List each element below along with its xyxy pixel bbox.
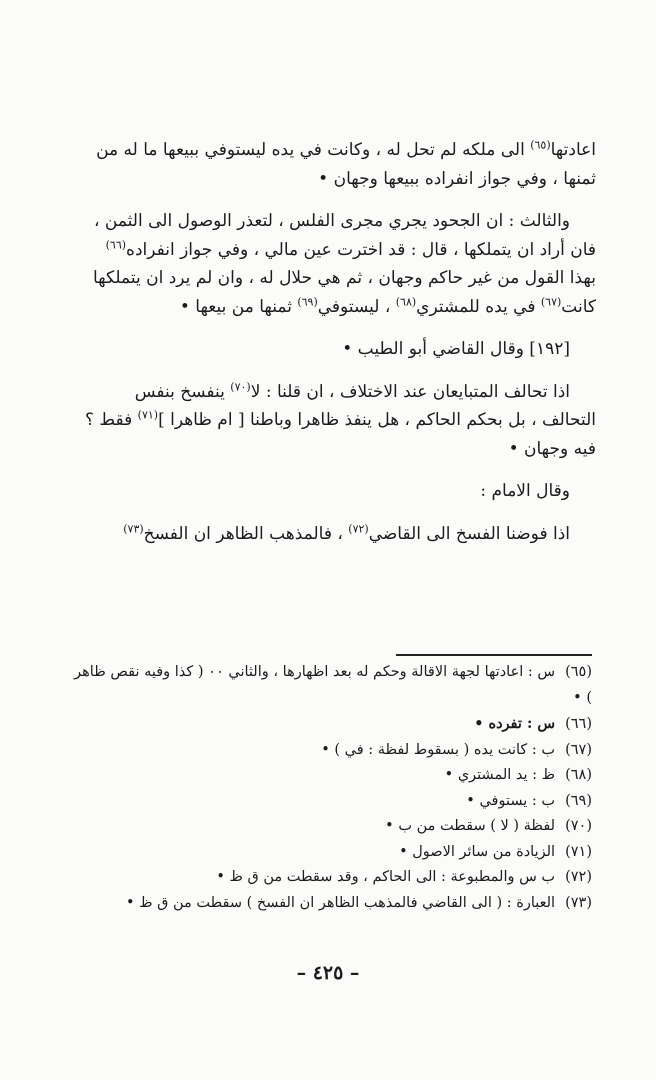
footnote-text: العبارة : ( الى القاضي فالمذهب الظاهر ان الفسخ ) سقطت من ق ظ •: [125, 894, 556, 911]
footnote-text: الزيادة من سائر الاصول •: [399, 843, 556, 860]
footnote-ref-67[interactable]: (٦٧): [540, 294, 562, 308]
footnote-divider: [396, 654, 592, 656]
footnote-number: (٦٦): [565, 716, 592, 732]
section-heading: [١٩٢] وقال القاضي أبو الطيب •: [342, 339, 570, 359]
text-span: في يده للمشتري: [416, 296, 536, 317]
paragraph-4: [76, 378, 596, 464]
text-span: اذا تحالف المتبايعان عند الاختلاف ، ان قلنا : لا: [250, 381, 570, 402]
footnote-67: [72, 738, 592, 764]
footnote-number: (٧١): [565, 843, 592, 860]
text-span: ، ليستوفي: [317, 296, 391, 317]
footnote-number: (٦٥): [565, 664, 592, 680]
text-span: اذا فوضنا الفسخ الى القاضي: [368, 523, 570, 544]
paragraph-6: [76, 520, 596, 549]
footnote-text: ب س والمطبوعة : الى الحاكم ، وقد سقطت من ق ظ •: [216, 869, 556, 885]
footnote-71: [72, 840, 592, 866]
footnote-ref-68[interactable]: (٦٨): [395, 294, 417, 308]
footnote-69: [72, 789, 592, 815]
footnote-ref-65[interactable]: (٦٥): [530, 138, 551, 152]
footnote-ref-71[interactable]: (٧١): [137, 408, 159, 422]
footnote-text: ب : كانت يده ( بسقوط لفظة : في ) •: [321, 741, 556, 758]
text-span: اعادتها: [550, 140, 596, 160]
footnote-ref-73[interactable]: (٧٣): [123, 521, 144, 535]
paragraph-1: [76, 136, 596, 193]
footnote-number: (٧٠): [565, 818, 592, 834]
footnote-number: (٦٨): [565, 767, 592, 783]
footnote-ref-69[interactable]: (٦٩): [297, 294, 318, 308]
text-span: ينفسخ بنفس التحالف ، بل بحكم الحاكم ، هل ينفذ ظاهرا وباطنا [ ام ظاهرا ]: [134, 381, 596, 430]
paragraph-5: [76, 477, 596, 506]
text-span: ثمنها من بيعها •: [179, 296, 292, 317]
footnote-text: س : اعادتها لجهة الاقالة وحكم له بعد اظهارها ، والثاني ٠٠ ( كذا وفيه نقص ظاهر ) •: [74, 664, 592, 706]
footnote-number: (٦٩): [565, 792, 592, 809]
footnote-number: (٧٢): [565, 869, 592, 885]
footnote-text: ب : يستوفي •: [466, 792, 556, 809]
footnote-65: [72, 660, 592, 711]
footnote-73: [72, 891, 592, 917]
footnote-text: س : تفرده •: [474, 715, 556, 732]
footnotes: [72, 660, 592, 916]
main-text: [76, 136, 596, 562]
footnote-text: لفظة ( لا ) سقطت من ب •: [385, 818, 556, 834]
footnote-number: (٧٣): [565, 894, 592, 911]
paragraph-2: [76, 207, 596, 321]
footnote-ref-66[interactable]: (٦٦): [105, 237, 127, 251]
footnote-72: [72, 865, 592, 891]
footnote-68: [72, 763, 592, 789]
text-span: وقال الامام :: [480, 481, 570, 501]
footnote-ref-70[interactable]: (٧٠): [230, 379, 251, 393]
footnote-number: (٦٧): [565, 741, 592, 758]
paragraph-3-heading: [76, 335, 596, 364]
footnote-ref-72[interactable]: (٧٢): [348, 521, 369, 535]
footnote-70: [72, 814, 592, 840]
text-span: بهذا القول من غير حاكم وجهان ، ثم هي حلال له ، وان لم يرد ان يتملكها كانت: [92, 268, 596, 317]
footnote-66: [72, 711, 592, 738]
text-span: الى ملكه لم تحل له ، وكانت في يده ليستوفي ببيعها ما له من ثمنها ، وفي جواز انفراده ببيعها وجهان •: [96, 140, 596, 189]
page-number: – ٤٢٥ –: [296, 962, 360, 984]
footnote-text: ظ : يد المشتري •: [444, 767, 556, 783]
text-span: والثالث : ان الجحود يجري مجرى الفلس ، لتعذر الوصول الى الثمن ، فان أراد ان يتملكها ، قال : قد اخترت عين مالي ، وفي جواز انفراده: [94, 211, 596, 260]
text-span: فقط ؟ فيه وجهان •: [84, 410, 596, 459]
text-span: ، فالمذهب الظاهر ان الفسخ: [143, 523, 343, 544]
